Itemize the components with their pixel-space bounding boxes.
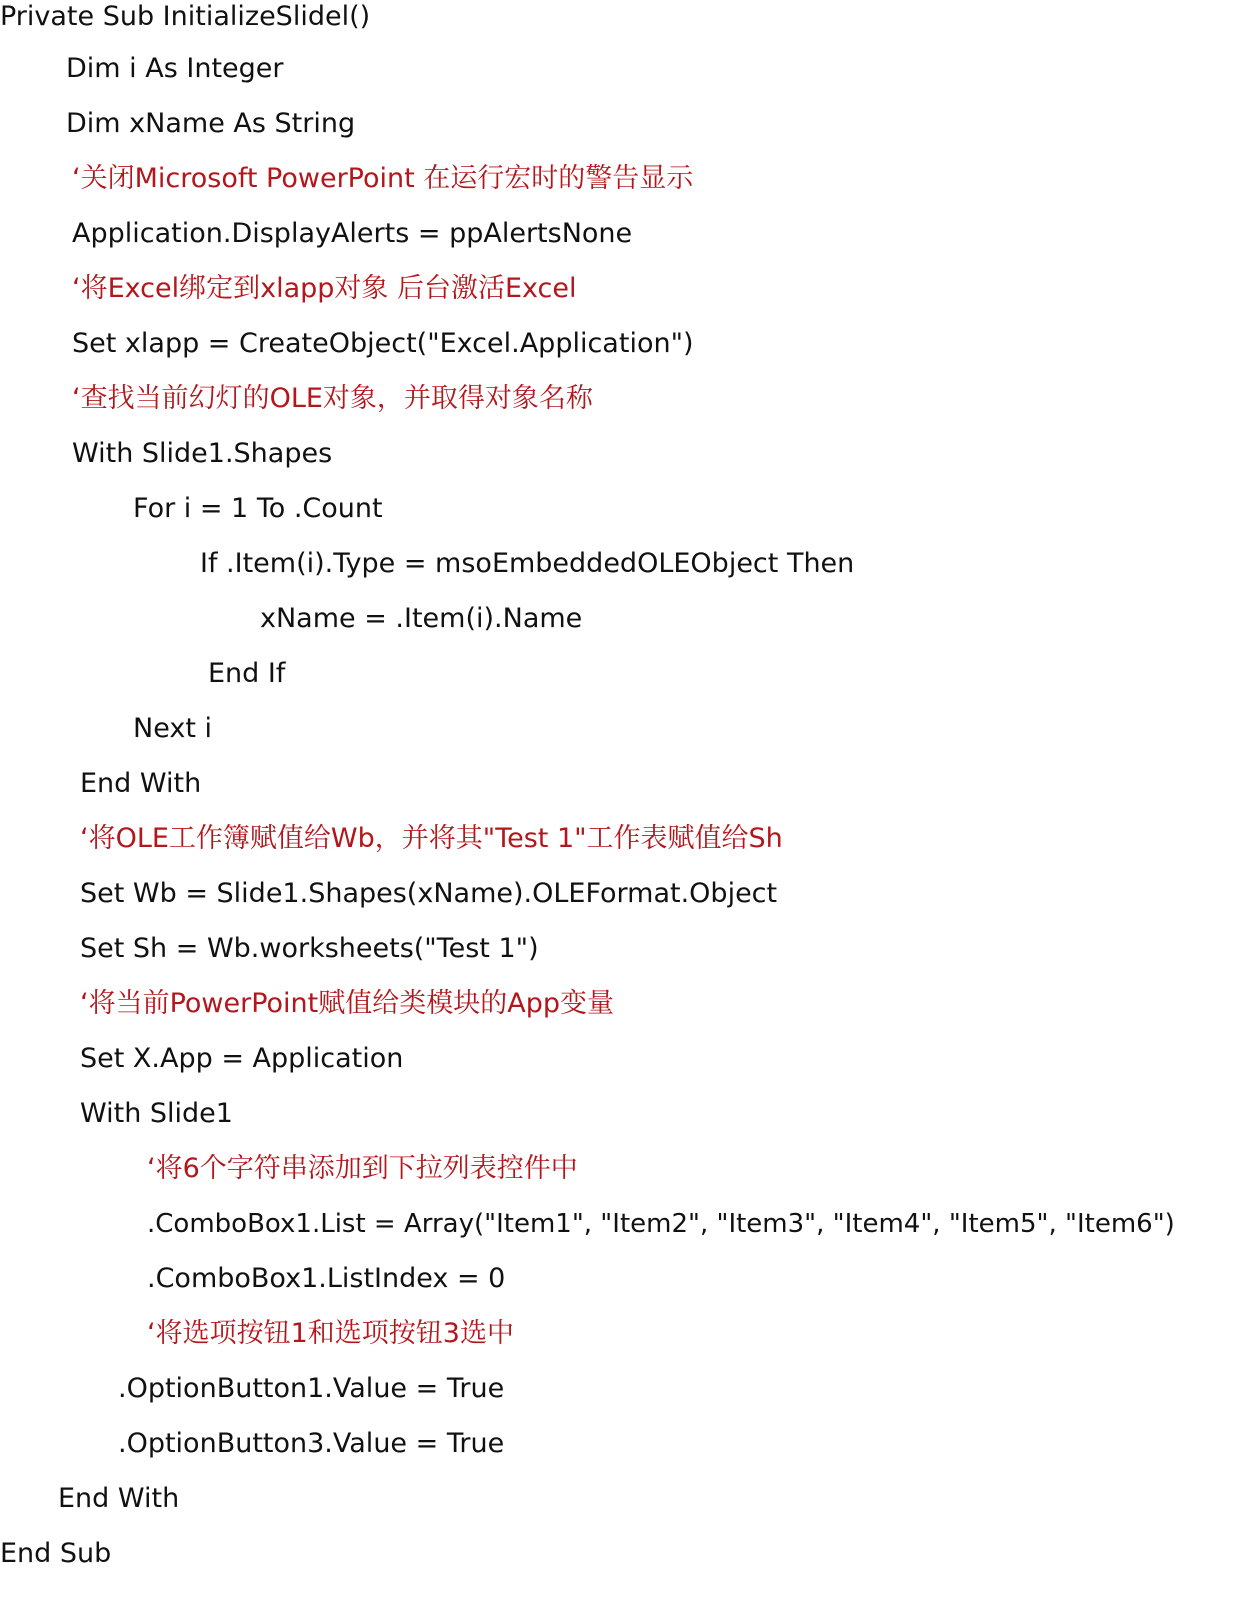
code-line-with-shapes: With Slide1.Shapes xyxy=(72,438,333,469)
code-line-option-button-3: .OptionButton3.Value = True xyxy=(118,1428,505,1459)
comment-add-strings: ‘将6个字符串添加到下拉列表控件中 xyxy=(147,1153,578,1184)
comment-disable-alerts: ‘关闭Microsoft PowerPoint 在运行宏时的警告显示 xyxy=(72,163,694,194)
comment-bind-excel: ‘将Excel绑定到xlapp对象 后台激活Excel xyxy=(72,273,577,304)
comment-find-ole-object: ‘查找当前幻灯的OLE对象，并取得对象名称 xyxy=(72,383,593,414)
comment-select-options: ‘将选项按钮1和选项按钮3选中 xyxy=(147,1318,514,1349)
code-line-set-sh: Set Sh = Wb.worksheets("Test 1") xyxy=(80,933,539,964)
code-line-with-slide1: With Slide1 xyxy=(80,1098,233,1129)
code-line-combobox-list: .ComboBox1.List = Array("Item1", "Item2", "Item3", "Item4", "Item5", "Item6") xyxy=(147,1209,1175,1239)
code-line-set-wb: Set Wb = Slide1.Shapes(xName).OLEFormat.Object xyxy=(80,878,778,909)
code-line-end-if: End If xyxy=(208,658,286,689)
code-line-create-object: Set xlapp = CreateObject("Excel.Application") xyxy=(72,328,694,359)
code-line-sub-declaration: Private Sub InitializeSlidel() xyxy=(0,1,371,32)
code-line-if-type: If .Item(i).Type = msoEmbeddedOLEObject Then xyxy=(200,548,855,579)
code-line-set-app: Set X.App = Application xyxy=(80,1043,404,1074)
code-line-end-with-shapes: End With xyxy=(80,768,202,799)
code-line-assign-xname: xName = .Item(i).Name xyxy=(260,603,583,634)
code-line-dim-i: Dim i As Integer xyxy=(66,53,284,84)
code-line-end-with-slide1: End With xyxy=(58,1483,180,1514)
code-line-next-i: Next i xyxy=(133,713,212,744)
code-line-dim-xname: Dim xName As String xyxy=(66,108,356,139)
code-line-end-sub: End Sub xyxy=(0,1538,112,1569)
code-line-option-button-1: .OptionButton1.Value = True xyxy=(118,1373,505,1404)
code-line-for-loop: For i = 1 To .Count xyxy=(133,493,383,524)
comment-assign-app: ‘将当前PowerPoint赋值给类模块的App变量 xyxy=(80,988,615,1019)
code-line-combobox-listindex: .ComboBox1.ListIndex = 0 xyxy=(147,1263,506,1294)
code-line-display-alerts: Application.DisplayAlerts = ppAlertsNone xyxy=(72,218,633,249)
comment-assign-workbook: ‘将OLE工作簿赋值给Wb，并将其"Test 1"工作表赋值给Sh xyxy=(80,823,783,854)
